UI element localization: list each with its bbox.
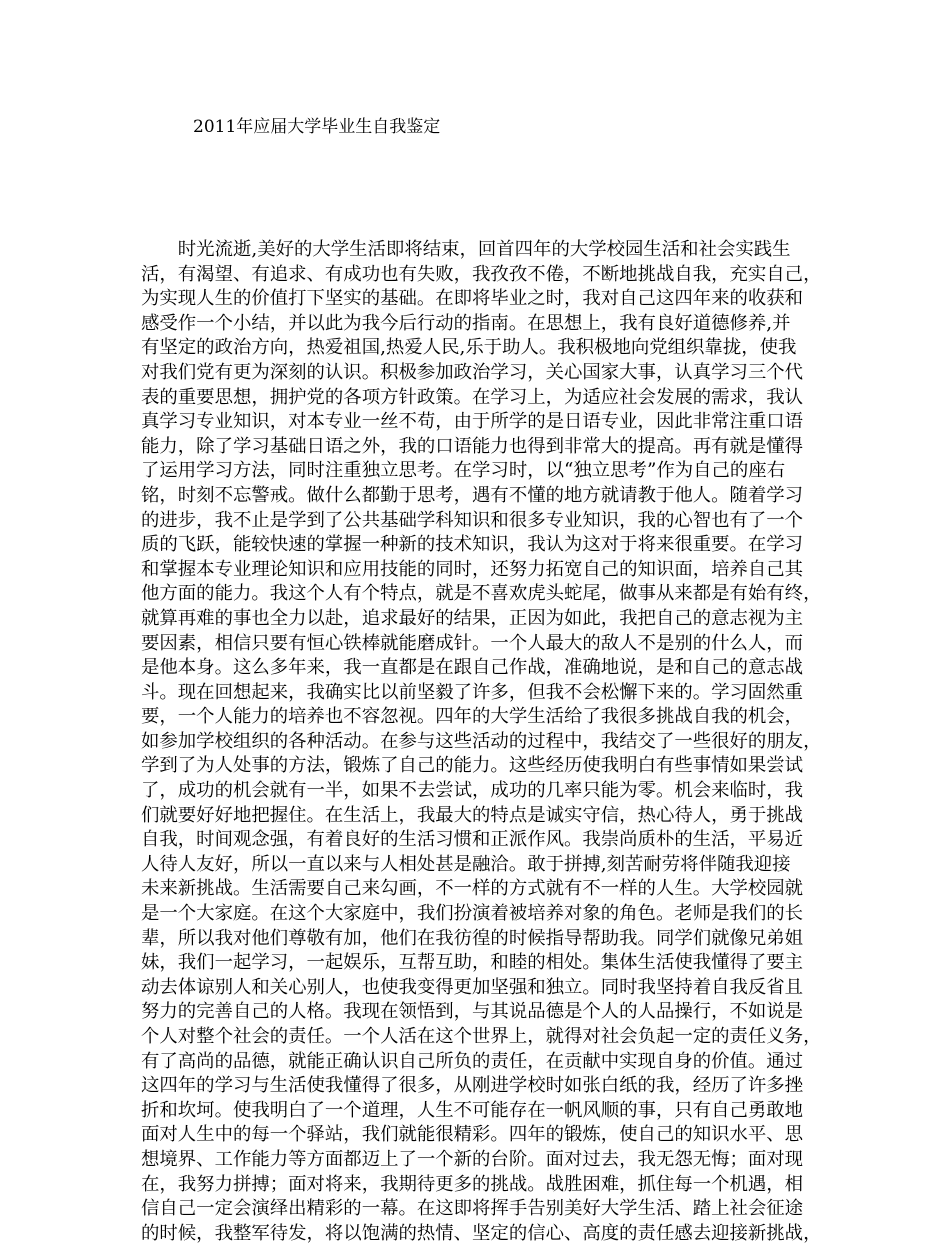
text-line: 努力的完善自己的人格。我现在领悟到，与其说品德是个人的人品操行，不如说是: [141, 1001, 804, 1023]
text-line: 如参加学校组织的各种活动。在参与这些活动的过程中，我结交了一些很好的朋友，: [141, 730, 822, 752]
body-paragraph: [141, 238, 821, 1246]
text-line: 时光流逝,美好的大学生活即将结束，回首四年的大学校园生活和社会实践生: [141, 239, 791, 260]
text-line: 个人对整个社会的责任。一个人活在这个世界上，就得对社会负起一定的责任义务，: [141, 1026, 822, 1047]
text-line: 人待人友好，所以一直以来与人相处甚是融洽。敢于拼搏,刻苦耐劳将伴随我迎接: [141, 853, 791, 875]
text-line: 信自己一定会演绎出精彩的一幕。在这即将挥手告别美好大学生活、踏上社会征途: [141, 1198, 804, 1220]
text-line: 就算再难的事也全力以赴，追求最好的结果，正因为如此，我把自己的意志视为主: [141, 607, 804, 629]
text-line: 要因素，相信只要有恒心铁棒就能磨成针。一个人最大的敌人不是别的什么人，而: [141, 632, 804, 654]
text-line: 未来新挑战。生活需要自己来勾画，不一样的方式就有不一样的人生。大学校园就: [141, 878, 804, 900]
text-line: 能力，除了学习基础日语之外，我的口语能力也得到非常大的提高。再有就是懂得: [141, 435, 804, 457]
text-line: 想境界、工作能力等方面都迈上了一个新的台阶。面对过去，我无怨无悔；面对现: [141, 1148, 804, 1170]
text-line: 感受作一个小结，并以此为我今后行动的指南。在思想上，我有良好道德修养,并: [141, 312, 791, 334]
text-line: 真学习专业知识，对本专业一丝不苟，由于所学的是日语专业，因此非常注重口语: [141, 411, 804, 433]
text-line: 面对人生中的每一个驿站，我们就能很精彩。四年的锻炼，使自己的知识水平、思: [141, 1124, 804, 1146]
text-line: 是他本身。这么多年来，我一直都是在跟自己作战，准确地说，是和自己的意志战: [141, 657, 804, 679]
text-line: 学到了为人处事的方法，锻炼了自己的能力。这些经历使我明白有些事情如果尝试: [141, 755, 804, 777]
text-line: 动去体谅别人和关心别人，也使我变得更加坚强和独立。同时我坚持着自我反省且: [141, 976, 804, 998]
text-line: 有坚定的政治方向，热爱祖国,热爱人民,乐于助人。我积极地向党组织靠拢，使我: [141, 337, 797, 359]
text-line: 妹，我们一起学习，一起娱乐，互帮互助，和睦的相处。集体生活使我懂得了要主: [141, 952, 804, 974]
text-line: 的进步，我不止是学到了公共基础学科知识和很多专业知识，我的心智也有了一个: [141, 509, 804, 531]
text-line: 们就要好好地把握住。在生活上，我最大的特点是诚实守信，热心待人，勇于挑战: [141, 804, 804, 826]
text-line: 有了高尚的品德，就能正确认识自己所负的责任，在贡献中实现自身的价值。通过: [141, 1050, 804, 1072]
text-line: 和掌握本专业理论知识和应用技能的同时，还努力拓宽自己的知识面，培养自己其: [141, 558, 804, 580]
text-line: 表的重要思想，拥护党的各项方针政策。在学习上，为适应社会发展的需求，我认: [141, 386, 804, 408]
text-line: 了，成功的机会就有一半，如果不去尝试，成功的几率只能为零。机会来临时，我: [141, 780, 804, 802]
text-line: 了运用学习方法，同时注重独立思考。在学习时，以“独立思考”作为自己的座右: [141, 460, 786, 482]
text-line: 的时候，我整军待发，将以饱满的热情、坚定的信心、高度的责任感去迎接新挑战，: [141, 1222, 822, 1244]
text-line: 是一个大家庭。在这个大家庭中，我们扮演着被培养对象的角色。老师是我们的长: [141, 903, 804, 925]
text-line: 要，一个人能力的培养也不容忽视。四年的大学生活给了我很多挑战自我的机会，: [141, 706, 804, 728]
text-line: 折和坎坷。使我明白了一个道理，人生不可能存在一帆风顺的事，只有自己勇敢地: [141, 1099, 804, 1121]
text-line: 他方面的能力。我这个人有个特点，就是不喜欢虎头蛇尾，做事从来都是有始有终，: [141, 583, 822, 605]
text-line: 在，我努力拼搏；面对将来，我期待更多的挑战。战胜困难，抓住每一个机遇，相: [141, 1173, 804, 1195]
text-line: 对我们党有更为深刻的认识。积极参加政治学习，关心国家大事，认真学习三个代: [141, 361, 804, 383]
text-line: 为实现人生的价值打下坚实的基础。在即将毕业之时，我对自己这四年来的收获和: [141, 288, 804, 310]
text-line: 自我，时间观念强，有着良好的生活习惯和正派作风。我崇尚质朴的生活，平易近: [141, 829, 804, 851]
text-line: 质的飞跃，能较快速的掌握一种新的技术知识，我认为这对于将来很重要。在学习: [141, 534, 804, 556]
text-line: 活，有渴望、有追求、有成功也有失败，我孜孜不倦，不断地挑战自我，充实自己，: [141, 263, 822, 285]
text-line: 辈，所以我对他们尊敬有加，他们在我彷徨的时候指导帮助我。同学们就像兄弟姐: [141, 927, 804, 949]
text-line: 这四年的学习与生活使我懂得了很多，从刚进学校时如张白纸的我，经历了许多挫: [141, 1075, 804, 1097]
document-title: 2011年应届大学毕业生自我鉴定: [193, 117, 441, 137]
text-line: 斗。现在回想起来，我确实比以前坚毅了许多，但我不会松懈下来的。学习固然重: [141, 681, 804, 703]
text-line: 铭，时刻不忘警戒。做什么都勤于思考，遇有不懂的地方就请教于他人。随着学习: [141, 484, 804, 506]
